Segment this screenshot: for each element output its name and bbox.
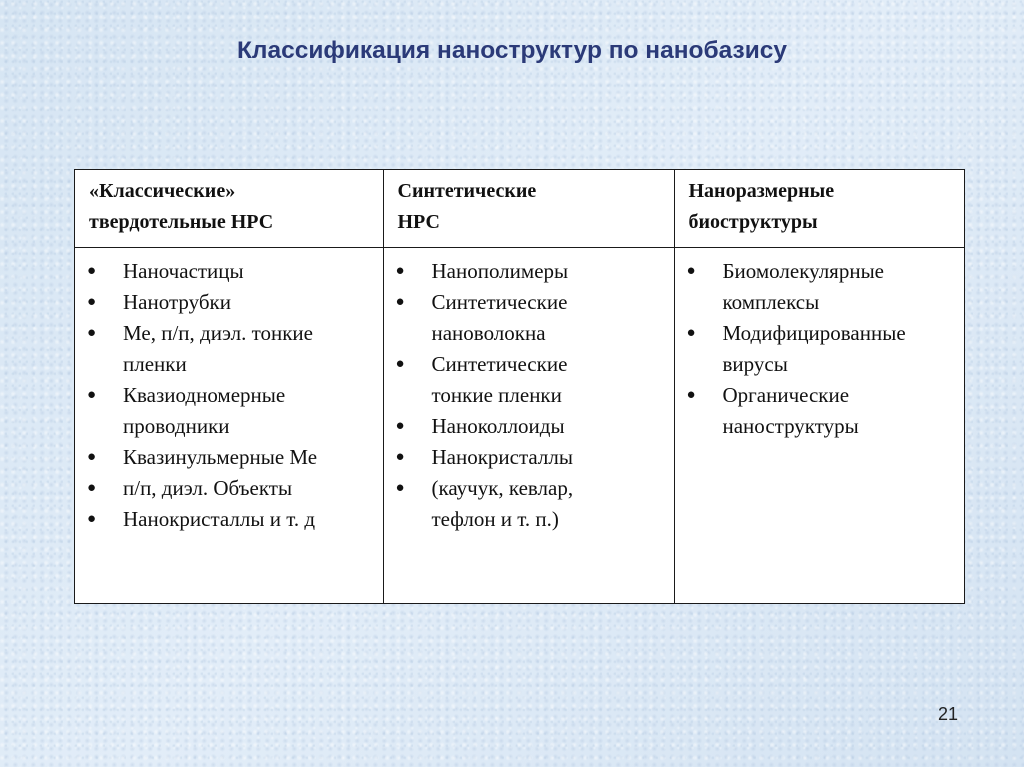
list-item-line: пленки [123,352,187,376]
header-line: «Классические» [89,180,236,202]
bullet-icon: ● [686,387,696,403]
list-synthetic [394,256,664,535]
header-bio [674,170,964,248]
list-item-line: Нанополимеры [431,259,569,283]
slide-title: Классификация наноструктур по нанобазису [236,37,788,64]
list-item [394,411,664,442]
list-item-line: (каучук, кевлар, [431,476,574,500]
list-item [85,442,373,473]
list-item [685,380,955,442]
list-item-line: Синтетические [431,352,568,376]
bullet-icon: ● [395,449,405,465]
list-item-line: Квазинульмерные Ме [123,445,318,469]
list-item [85,318,373,380]
list-item-line: тонкие пленки [431,383,562,407]
cell-bio [674,248,964,604]
list-item [394,442,664,473]
list-item-line: Нанокристаллы [431,445,573,469]
list-item-line: Наночастицы [123,259,244,283]
classification-table-grid [75,170,964,603]
bullet-icon: ● [87,480,97,496]
list-item [85,504,373,535]
cell-classic [75,248,383,604]
header-line: Синтетические [397,180,537,202]
list-item [394,256,664,287]
list-item [85,473,373,504]
bullet-icon: ● [395,356,405,372]
header-line: НРС [397,211,440,233]
list-item-line: Органические [722,383,850,407]
header-synthetic [383,170,674,248]
bullet-icon: ● [395,294,405,310]
classification-table [74,169,965,604]
list-classic [85,256,373,535]
bullet-icon: ● [87,294,97,310]
list-item-line: тефлон и т. п.) [431,507,559,531]
bullet-icon: ● [686,263,696,279]
bullet-icon: ● [87,387,97,403]
list-item [394,287,664,349]
bullet-icon: ● [686,325,696,341]
header-line: твердотельные НРС [89,211,274,233]
list-item-line: Наноколлоиды [431,414,565,438]
table-header-row [75,170,964,248]
header-line: биоструктуры [688,211,818,233]
list-item [85,380,373,442]
list-item-line: вирусы [722,352,788,376]
header-line: Наноразмерные [688,180,835,202]
list-item-line: Нанотрубки [123,290,231,314]
table-body-row [75,248,964,604]
list-item [394,349,664,411]
bullet-icon: ● [87,263,97,279]
bullet-icon: ● [395,418,405,434]
cell-synthetic [383,248,674,604]
header-classic [75,170,383,248]
list-item-line: наноструктуры [722,414,859,438]
bullet-icon: ● [87,449,97,465]
list-item-line: Квазиодномерные [123,383,286,407]
list-item [85,256,373,287]
list-item [685,256,955,318]
list-item [394,473,664,535]
list-item-line: нановолокна [431,321,546,345]
bullet-icon: ● [395,480,405,496]
list-item-line: проводники [123,414,230,438]
list-item [85,287,373,318]
list-item-line: п/п, диэл. Объекты [123,476,293,500]
list-item-line: Модифицированные [722,321,906,345]
list-bio [685,256,955,442]
list-item-line: Ме, п/п, диэл. тонкие [123,321,313,345]
bullet-icon: ● [395,263,405,279]
list-item [685,318,955,380]
list-item-line: Синтетические [431,290,568,314]
list-item-line: комплексы [722,290,820,314]
page-number: 21 [938,704,959,724]
list-item-line: Биомолекулярные [722,259,884,283]
bullet-icon: ● [87,511,97,527]
bullet-icon: ● [87,325,97,341]
list-item-line: Нанокристаллы и т. д [123,507,316,531]
